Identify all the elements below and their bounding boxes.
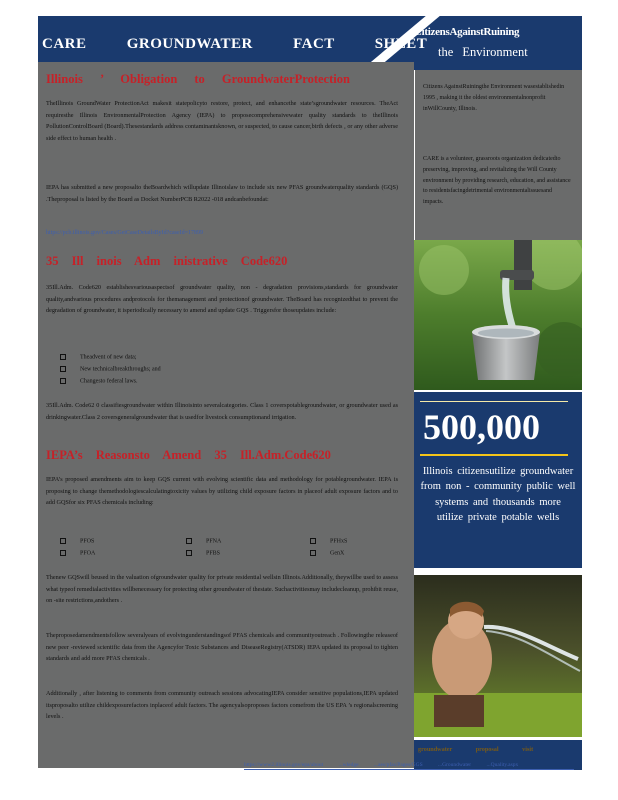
trigger-bullet: New technicalbreakthroughs; and	[60, 366, 161, 372]
bullet-square-icon	[310, 550, 316, 556]
about-text-2: CARE is a volunteer, grassroots organization dedicatedto preserving, improving, and revitalizing the Will County environment by providing research, education, and assistance to residentsfacingdetrimental environmentalissuesand impacts.	[423, 156, 571, 206]
stat-divider-top	[420, 401, 568, 402]
about-text: Citizens AgainstRuiningthe Environment wasestablishedin 1995 , making it the oldest environmentalnonprofit inWillCounty, Illinois.	[423, 84, 565, 112]
section-heading-reasons: IEPA’s Reasonsto Amend 35 Ill.Adm.Code620	[46, 448, 331, 462]
chemical-item: PFHxS	[310, 538, 347, 544]
org-name-line1: CitizensAgainstRuining	[414, 26, 520, 38]
child-drinking-water-photo	[414, 575, 582, 737]
bullet-square-icon	[60, 366, 66, 372]
stat-number: 500,000	[423, 407, 540, 447]
footer-text: groundwater proposal visit	[418, 746, 534, 753]
chemical-item: PFOS	[60, 538, 94, 544]
water-pump-photo	[414, 240, 582, 390]
obligation-paragraph-2: IEPA has submitted a new proposalto theBoardwhich willupdate Illinoislaw to include six new PFAS groundwaterquality standards (GQS) .Theproposal is listed by the Board as Docket NumberPCB R2022 -018 andcanbefoundat:	[46, 184, 398, 203]
chemical-item: PFOA	[60, 550, 95, 556]
bullet-square-icon	[60, 550, 66, 556]
stat-divider-gold	[420, 454, 568, 456]
docket-link[interactable]: https://pcb.illinois.gov/Cases/GetCaseDetailsById?caseId=17899	[46, 230, 204, 236]
bullet-square-icon	[186, 550, 192, 556]
reasons-paragraph-1: IEPA’s proposed amendments aim to keep GQS current with evolving scientific data and methodology for potablegroundwater. IEPA is proposing to change themethodologiescalculatingtoxicity values by utilizing child exposure factors in placeof adult exposure factors and to add GQSfor six PFAS chemicals including:	[46, 476, 398, 506]
code620-paragraph-1: 35Ill.Adm. Code620 establishesvariousaspectsof groundwater quality, non - degradation provisions,standards for groundwater quality,andvarious procedures andprotocols for themanagement and protectionof groundwater. TheBoard has recognizedthat to prevent the degradation of groundwater, it isperiodically necessary to amend and update GQS . Triggersfor thoseupdates include:	[46, 284, 398, 314]
reasons-paragraph-2: Thenew GQSwill beused in the valuation ofgroundwater quality for private residential wellsin Illinois.Additionally, theywillbe used to assess what typeof remedialactivities willbenecessary for protecting other groundwater of thestate. Suchactivitiesmay includecleanup, prohibit reuse, on -site restrictions,andothers .	[46, 574, 398, 604]
trigger-bullet: Theadvent of new data;	[60, 354, 136, 360]
about-care-box	[415, 70, 582, 240]
org-name-line2: the Environment	[438, 45, 528, 59]
reasons-paragraph-4: Additionally , after listening to comments from community outreach sessions advocatingIEPA consider sensitive populations,IEPA updated itsproposalto utilize childexposurefactors inplaceof adult factors. The agencyalsoproposes factors comefrom the US EPA ’s regionalscreening levels .	[46, 690, 398, 720]
trigger-bullet: Changesto federal laws.	[60, 378, 137, 384]
bullet-square-icon	[186, 538, 192, 544]
footer-link[interactable]: https://www2.illinois.gov/epa/about ...wledge ...aes/pfas/Pages/GGS ...Groundwater ...Quality.aspx	[244, 762, 519, 768]
page-title: CARE GROUNDWATER FACT SHEET	[42, 36, 428, 52]
stat-description: Illinois citizensutilize groundwater from non - community public well systems and thousands more utilize private potable wells	[420, 466, 576, 524]
bullet-square-icon	[60, 378, 66, 384]
bullet-square-icon	[60, 354, 66, 360]
footer-link-underline	[244, 769, 574, 770]
section-heading-obligation: Illinois ’ Obligation to GroundwaterProtection	[46, 72, 350, 86]
reasons-paragraph-3: Theproposedamendmentsfollow severalyears of evolvingunderstandingsof PFAS chemicals and communityoutreach . Followingthe releaseof new peer -reviewed scientific data from the Agencyfor Toxic Substances and DiseaseRegistry(ATSDR) IEPA updated its proposal to tighten standards and add more PFAS chemicals .	[46, 632, 398, 662]
section-heading-code620: 35 Ill inois Adm inistrative Code620	[46, 254, 288, 268]
bullet-square-icon	[310, 538, 316, 544]
main-content	[38, 62, 414, 768]
obligation-paragraph-1: TheIllinois GroundWater ProtectionAct makesit statepolicyto restore, protect, and enhancethe state’sgroundwater resources. TheAct requiresthe Illinois EnvironmentalProtection Agency (IEPA) to proposecomprehensivewater quality standards to theIllinois PollutionControlBoard (Board).Thesestandards address contaminantsknown, or suspected, to cause cancer,birth defects , or any other adverse side effect to human health .	[46, 100, 398, 142]
chemical-item: PFBS	[186, 550, 220, 556]
code620-paragraph-2: 35Ill.Adm. Code62 0 classifiesgroundwater within Illinoisinto severalcategories. Class 1 coverspotablegroundwater, or groundwater used as drinkingwater.Class 2 coversgeneralgroundwater that is usedfor livestock consumptionand irrigation.	[46, 402, 398, 421]
bullet-square-icon	[60, 538, 66, 544]
chemical-item: GenX	[310, 550, 344, 556]
chemical-item: PFNA	[186, 538, 221, 544]
